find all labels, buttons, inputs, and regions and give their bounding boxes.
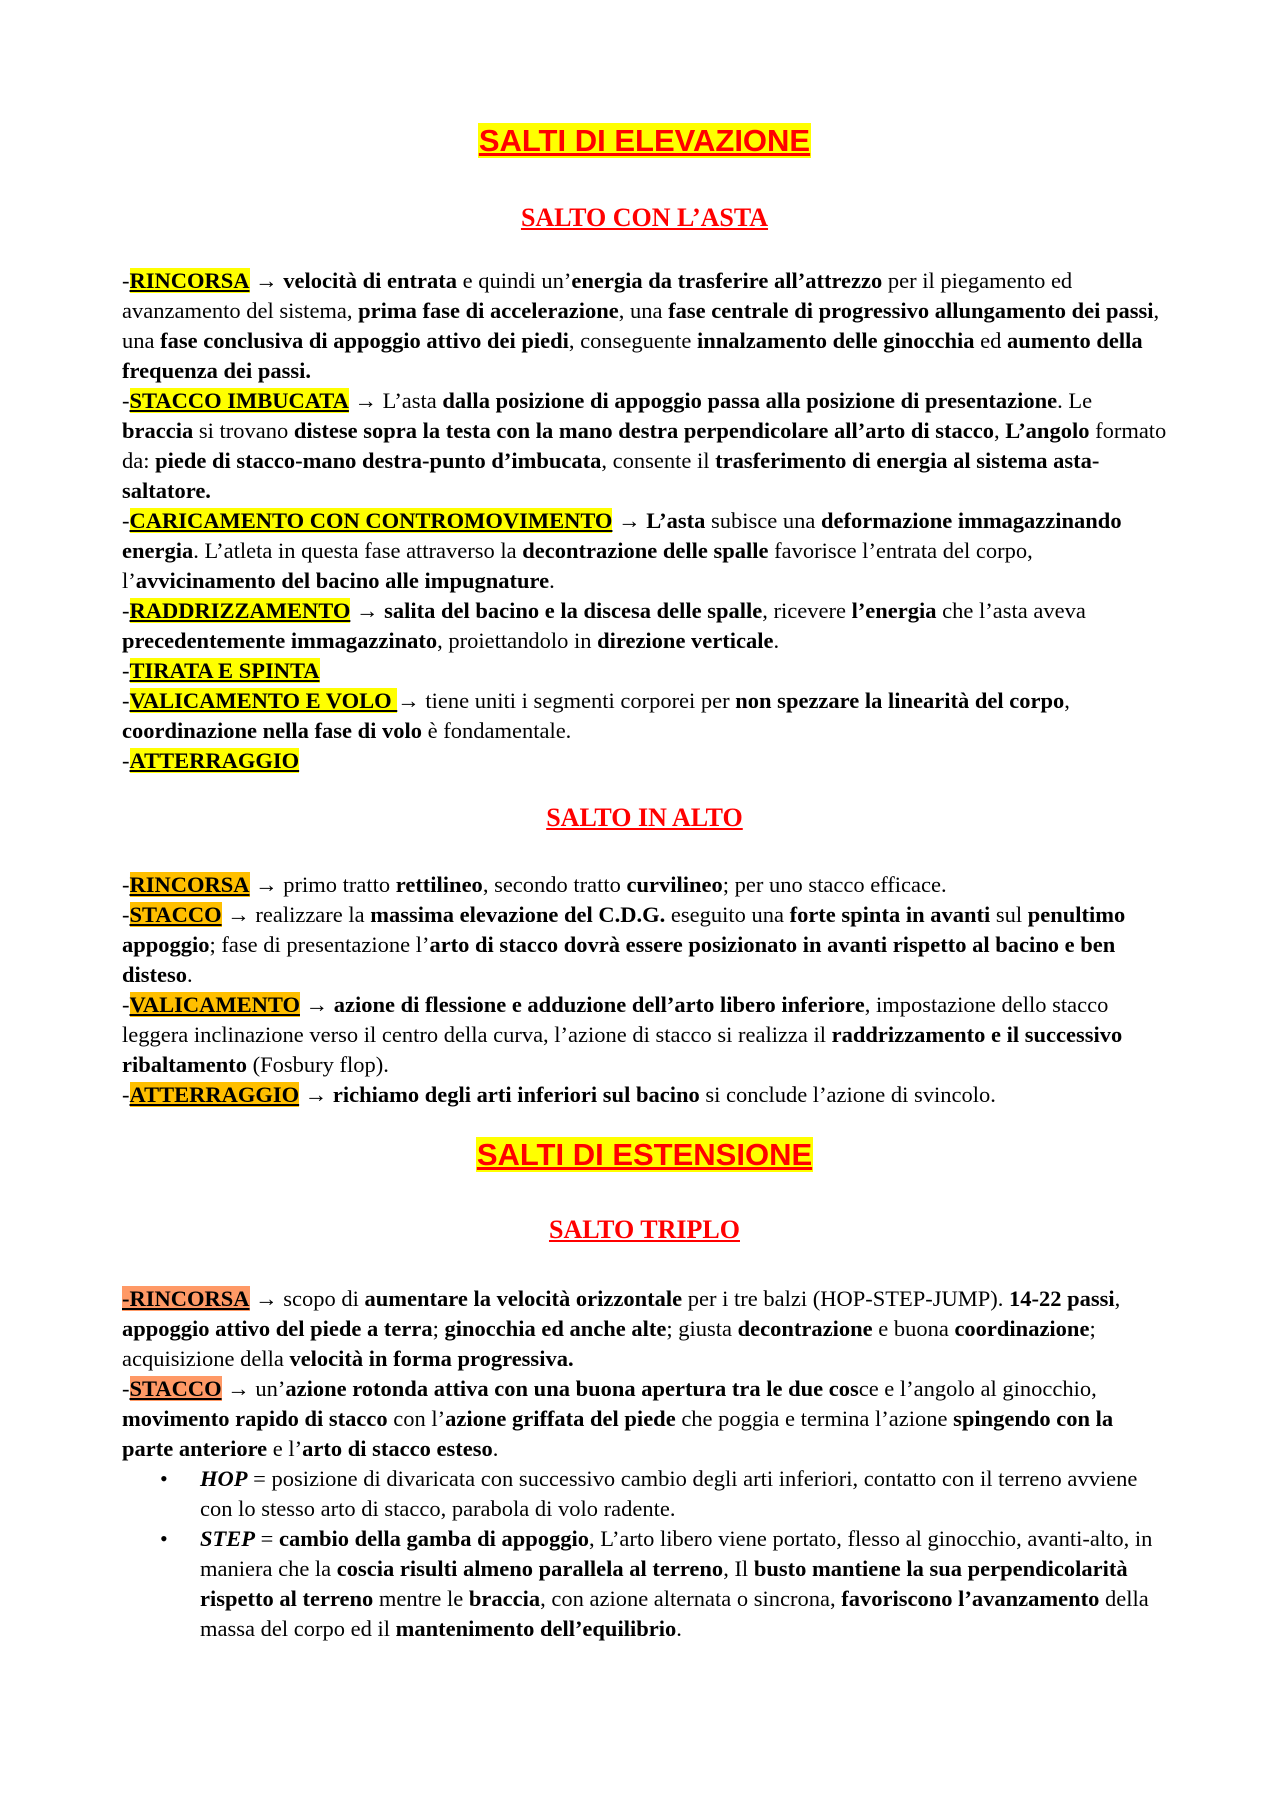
arrow-icon: →: [227, 1376, 250, 1401]
asta-caricamento-paragraph: -CARICAMENTO CON CONTROMOVIMENTO → L’asta subisce una deformazione immagazzinando energia. L’atleta in questa fase attraverso la decontrazione delle spalle favorisce l’entrata del corpo, l’avvicinamento del bacino alle impugnature.: [122, 508, 1122, 593]
bullet-icon: •: [160, 1526, 168, 1551]
asta-valicamento-paragraph: -VALICAMENTO E VOLO → tiene uniti i segmenti corporei per non spezzare la linearità del corpo, coordinazione nella fase di volo è fondamentale.: [122, 688, 1070, 743]
arrow-icon: →: [354, 388, 378, 413]
asta-phases: [122, 266, 1167, 776]
asta-stacco-paragraph: -STACCO IMBUCATA → L’asta dalla posizione di appoggio passa alla posizione di presentazione. Le braccia si trovano distese sopra la testa con la mano destra perpendicolare all’arto di stacco, L’angolo formato da: piede di stacco-mano destra-punto d’imbucata, consente il trasferimento di energia al sistema asta-saltatore.: [122, 388, 1167, 503]
arrow-icon: →: [255, 268, 278, 293]
arrow-icon: →: [255, 1286, 278, 1311]
phase-label-stacco-imbucata: STACCO IMBUCATA: [129, 388, 349, 413]
arrow-icon: →: [355, 598, 379, 623]
arrow-icon: →: [305, 992, 329, 1017]
phase-label-tirata-spinta: TIRATA E SPINTA: [129, 658, 320, 683]
alto-stacco-paragraph: -STACCO → realizzare la massima elevazione del C.D.G. eseguito una forte spinta in avanti sul penultimo appoggio; fase di presentazione l’arto di stacco dovrà essere posizionato in avanti rispetto al bacino e ben disteso.: [122, 902, 1126, 987]
triplo-bullet-list: [122, 1464, 1167, 1644]
section-title-estensione: SALTI DI ESTENSIONE: [476, 1137, 813, 1172]
asta-rincorsa-paragraph: -RINCORSA → velocità di entrata e quindi un’energia da trasferire all’attrezzo per il piegamento ed avanzamento del sistema, prima fase di accelerazione, una fase centrale di progressivo allungamento dei passi, una fase conclusiva di appoggio attivo dei piedi, conseguente innalzamento delle ginocchia ed aumento della frequenza dei passi.: [122, 268, 1160, 383]
alto-rincorsa-paragraph: -RINCORSA → primo tratto rettilineo, secondo tratto curvilineo; per uno stacco efficace.: [122, 872, 947, 897]
asta-tirata-paragraph: -TIRATA E SPINTA: [122, 658, 320, 683]
triplo-rincorsa-paragraph: -RINCORSA → scopo di aumentare la velocità orizzontale per i tre balzi (HOP-STEP-JUMP). 14-22 passi, appoggio attivo del piede a terra; ginocchia ed anche alte; giusta decontrazione e buona coordinazione; acquisizione della velocità in forma progressiva.: [122, 1286, 1121, 1371]
alto-atterraggio-paragraph: -ATTERRAGGIO → richiamo degli arti inferiori sul bacino si conclude l’azione di svincolo.: [122, 1082, 996, 1107]
phase-label-atterraggio: ATTERRAGGIO: [129, 748, 300, 773]
arrow-icon: →: [227, 902, 250, 927]
arrow-icon: →: [255, 872, 278, 897]
phase-label-stacco: STACCO: [129, 902, 222, 927]
arrow-icon: →: [304, 1082, 328, 1107]
phase-label-rincorsa: -RINCORSA: [122, 1286, 250, 1311]
phase-label-rincorsa: RINCORSA: [129, 872, 250, 897]
phase-label-atterraggio: ATTERRAGGIO: [129, 1082, 300, 1107]
section-title-elevazione: SALTI DI ELEVAZIONE: [478, 123, 811, 158]
list-item-step: • STEP = cambio della gamba di appoggio, L’arto libero viene portato, flesso al ginocchio, avanti-alto, in maniera che la coscia risulti almeno parallela al terreno, Il busto mantiene la sua perpendicolarità rispetto al terreno mentre le braccia, con azione alternata o sincrona, favoriscono l’avanzamento della massa del corpo ed il mantenimento dell’equilibrio.: [160, 1526, 1153, 1641]
arrow-icon: →: [618, 508, 641, 533]
triplo-phases: [122, 1284, 1167, 1644]
heading-salto-triplo: SALTO TRIPLO: [548, 1215, 740, 1244]
phase-label-caricamento: CARICAMENTO CON CONTROMOVIMENTO: [129, 508, 613, 533]
list-item-hop: • HOP = posizione di divaricata con successivo cambio degli arti inferiori, contatto con il terreno avviene con lo stesso arto di stacco, parabola di volo radente.: [160, 1466, 1138, 1521]
phase-label-raddrizzamento: RADDRIZZAMENTO: [129, 598, 351, 623]
asta-raddrizzamento-paragraph: -RADDRIZZAMENTO → salita del bacino e la discesa delle spalle, ricevere l’energia che l’asta aveva precedentemente immagazzinato, proiettandolo in direzione verticale.: [122, 598, 1086, 653]
bullet-icon: •: [160, 1466, 168, 1491]
alto-valicamento-paragraph: -VALICAMENTO → azione di flessione e adduzione dell’arto libero inferiore, impostazione dello stacco leggera inclinazione verso il centro della curva, l’azione di stacco si realizza il raddrizzamento e il successivo ribaltamento (Fosbury flop).: [122, 992, 1123, 1077]
asta-atterraggio-paragraph: -ATTERRAGGIO: [122, 748, 300, 773]
triplo-stacco-paragraph: -STACCO → un’azione rotonda attiva con una buona apertura tra le due cosce e l’angolo al ginocchio, movimento rapido di stacco con l’azione griffata del piede che poggia e termina l’azione spingendo con la parte anteriore e l’arto di stacco esteso.: [122, 1376, 1114, 1461]
heading-salto-asta: SALTO CON L’ASTA: [520, 203, 769, 232]
alto-phases: [122, 870, 1167, 1110]
phase-label-stacco: STACCO: [129, 1376, 222, 1401]
heading-salto-alto: SALTO IN ALTO: [546, 803, 743, 832]
phase-label-valicamento: VALICAMENTO: [129, 992, 300, 1017]
arrow-icon: →: [397, 688, 420, 713]
phase-label-rincorsa: RINCORSA: [129, 268, 250, 293]
phase-label-valicamento-volo: VALICAMENTO E VOLO: [129, 688, 398, 713]
